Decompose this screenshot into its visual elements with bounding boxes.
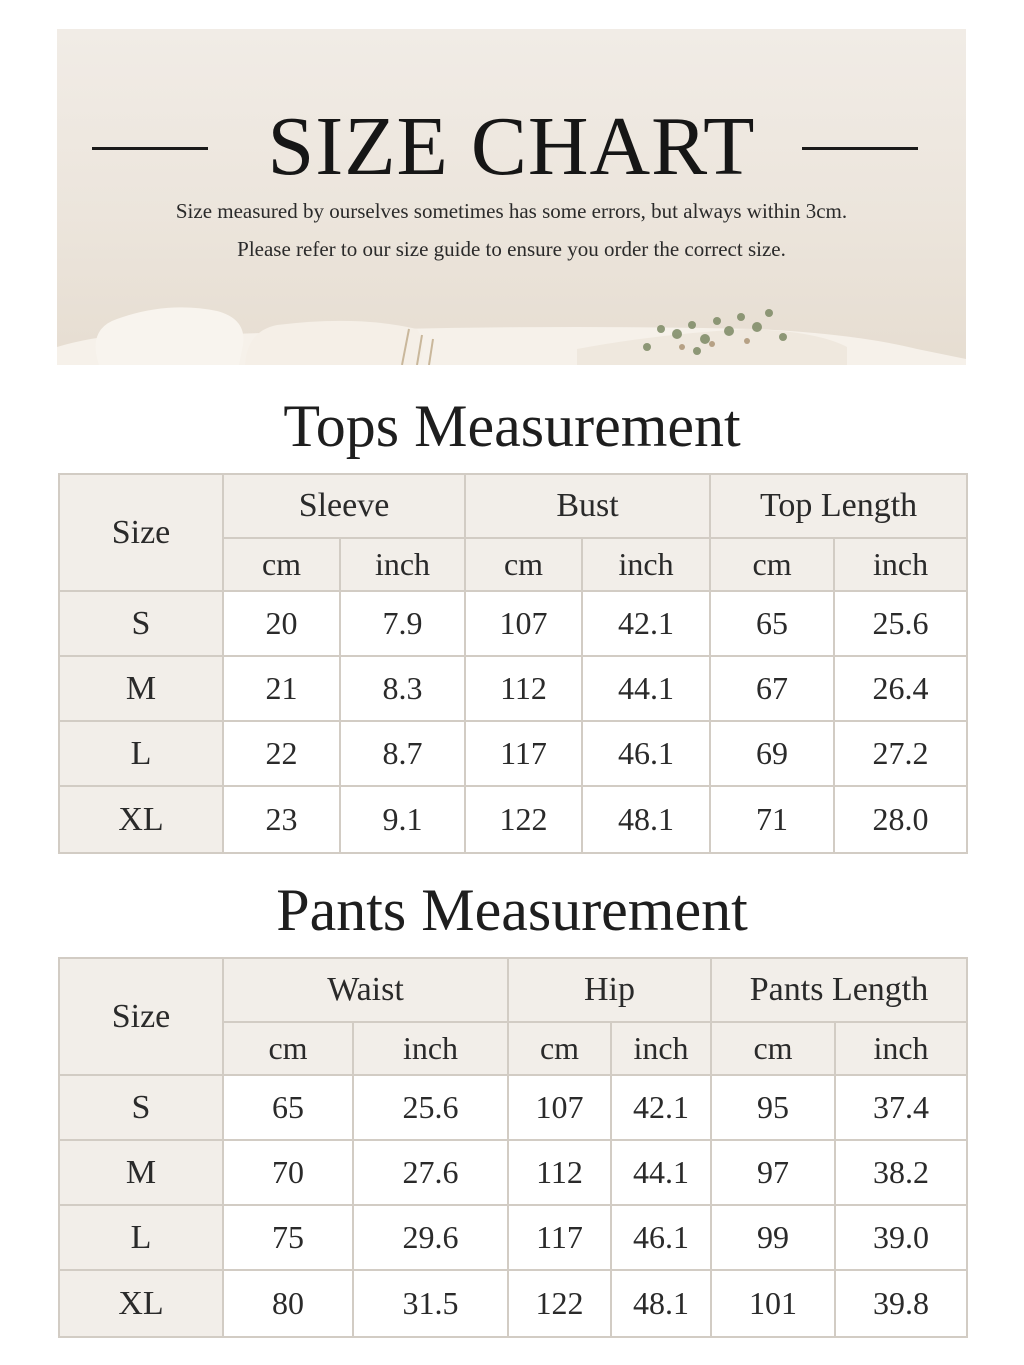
unit-header: inch xyxy=(611,1022,711,1075)
table-cell: 97 xyxy=(711,1140,835,1205)
table-cell: 122 xyxy=(508,1270,611,1337)
size-header: Size xyxy=(59,958,223,1075)
sleeve-header: Sleeve xyxy=(223,474,465,538)
unit-header: cm xyxy=(711,1022,835,1075)
table-row xyxy=(59,721,967,786)
pants-length-header: Pants Length xyxy=(711,958,967,1022)
unit-header: inch xyxy=(835,1022,967,1075)
table-cell: 117 xyxy=(508,1205,611,1270)
table-cell: 37.4 xyxy=(835,1075,967,1140)
tops-size-table xyxy=(58,473,968,854)
unit-header: inch xyxy=(353,1022,508,1075)
table-cell: 42.1 xyxy=(582,591,710,656)
table-cell: 20 xyxy=(223,591,340,656)
table-row xyxy=(59,1075,967,1140)
tops-section-title: Tops Measurement xyxy=(283,393,741,459)
table-cell: 28.0 xyxy=(834,786,967,853)
unit-header: inch xyxy=(582,538,710,591)
unit-header: cm xyxy=(465,538,582,591)
table-cell: 9.1 xyxy=(340,786,465,853)
size-header: Size xyxy=(59,474,223,591)
table-cell: 38.2 xyxy=(835,1140,967,1205)
table-cell: 101 xyxy=(711,1270,835,1337)
table-cell: 107 xyxy=(465,591,582,656)
size-label: XL xyxy=(59,786,223,853)
pants-section-title: Pants Measurement xyxy=(276,877,748,943)
table-row xyxy=(59,786,967,853)
table-cell: 48.1 xyxy=(582,786,710,853)
pants-size-table xyxy=(58,957,968,1338)
table-row xyxy=(59,591,967,656)
table-cell: 46.1 xyxy=(611,1205,711,1270)
bust-header: Bust xyxy=(465,474,710,538)
table-cell: 48.1 xyxy=(611,1270,711,1337)
table-cell: 99 xyxy=(711,1205,835,1270)
table-row xyxy=(59,1140,967,1205)
table-cell: 95 xyxy=(711,1075,835,1140)
table-cell: 27.2 xyxy=(834,721,967,786)
size-label: L xyxy=(59,721,223,786)
table-cell: 107 xyxy=(508,1075,611,1140)
table-cell: 7.9 xyxy=(340,591,465,656)
table-cell: 70 xyxy=(223,1140,353,1205)
size-chart-banner xyxy=(57,29,966,365)
unit-header: inch xyxy=(834,538,967,591)
table-cell: 8.7 xyxy=(340,721,465,786)
table-cell: 122 xyxy=(465,786,582,853)
unit-header: cm xyxy=(223,538,340,591)
table-cell: 39.0 xyxy=(835,1205,967,1270)
size-label: L xyxy=(59,1205,223,1270)
table-cell: 112 xyxy=(465,656,582,721)
table-row xyxy=(59,1270,967,1337)
waist-header: Waist xyxy=(223,958,508,1022)
measurement-note: Size measured by ourselves sometimes has some errors, but always within 3cm. xyxy=(175,199,848,223)
table-cell: 25.6 xyxy=(834,591,967,656)
table-cell: 44.1 xyxy=(611,1140,711,1205)
table-cell: 112 xyxy=(508,1140,611,1205)
top-length-header: Top Length xyxy=(710,474,967,538)
hip-header: Hip xyxy=(508,958,711,1022)
table-cell: 117 xyxy=(465,721,582,786)
table-cell: 21 xyxy=(223,656,340,721)
unit-header: cm xyxy=(508,1022,611,1075)
table-cell: 42.1 xyxy=(611,1075,711,1140)
table-cell: 69 xyxy=(710,721,834,786)
table-cell: 80 xyxy=(223,1270,353,1337)
unit-header: inch xyxy=(340,538,465,591)
table-row xyxy=(59,656,967,721)
table-cell: 46.1 xyxy=(582,721,710,786)
size-label: S xyxy=(59,1075,223,1140)
table-cell: 67 xyxy=(710,656,834,721)
table-cell: 25.6 xyxy=(353,1075,508,1140)
unit-header: cm xyxy=(710,538,834,591)
table-cell: 65 xyxy=(223,1075,353,1140)
table-cell: 44.1 xyxy=(582,656,710,721)
size-label: M xyxy=(59,656,223,721)
title-divider-right xyxy=(802,147,918,150)
table-cell: 29.6 xyxy=(353,1205,508,1270)
size-label: M xyxy=(59,1140,223,1205)
size-label: S xyxy=(59,591,223,656)
table-cell: 23 xyxy=(223,786,340,853)
table-cell: 27.6 xyxy=(353,1140,508,1205)
page-title: SIZE CHART xyxy=(267,100,756,193)
table-row xyxy=(59,1205,967,1270)
table-cell: 39.8 xyxy=(835,1270,967,1337)
size-label: XL xyxy=(59,1270,223,1337)
table-cell: 26.4 xyxy=(834,656,967,721)
table-cell: 31.5 xyxy=(353,1270,508,1337)
table-cell: 8.3 xyxy=(340,656,465,721)
table-cell: 22 xyxy=(223,721,340,786)
unit-header: cm xyxy=(223,1022,353,1075)
table-cell: 71 xyxy=(710,786,834,853)
size-guide-note: Please refer to our size guide to ensure you order the correct size. xyxy=(237,237,786,261)
table-cell: 65 xyxy=(710,591,834,656)
table-cell: 75 xyxy=(223,1205,353,1270)
room-decor-illustration xyxy=(57,29,966,365)
